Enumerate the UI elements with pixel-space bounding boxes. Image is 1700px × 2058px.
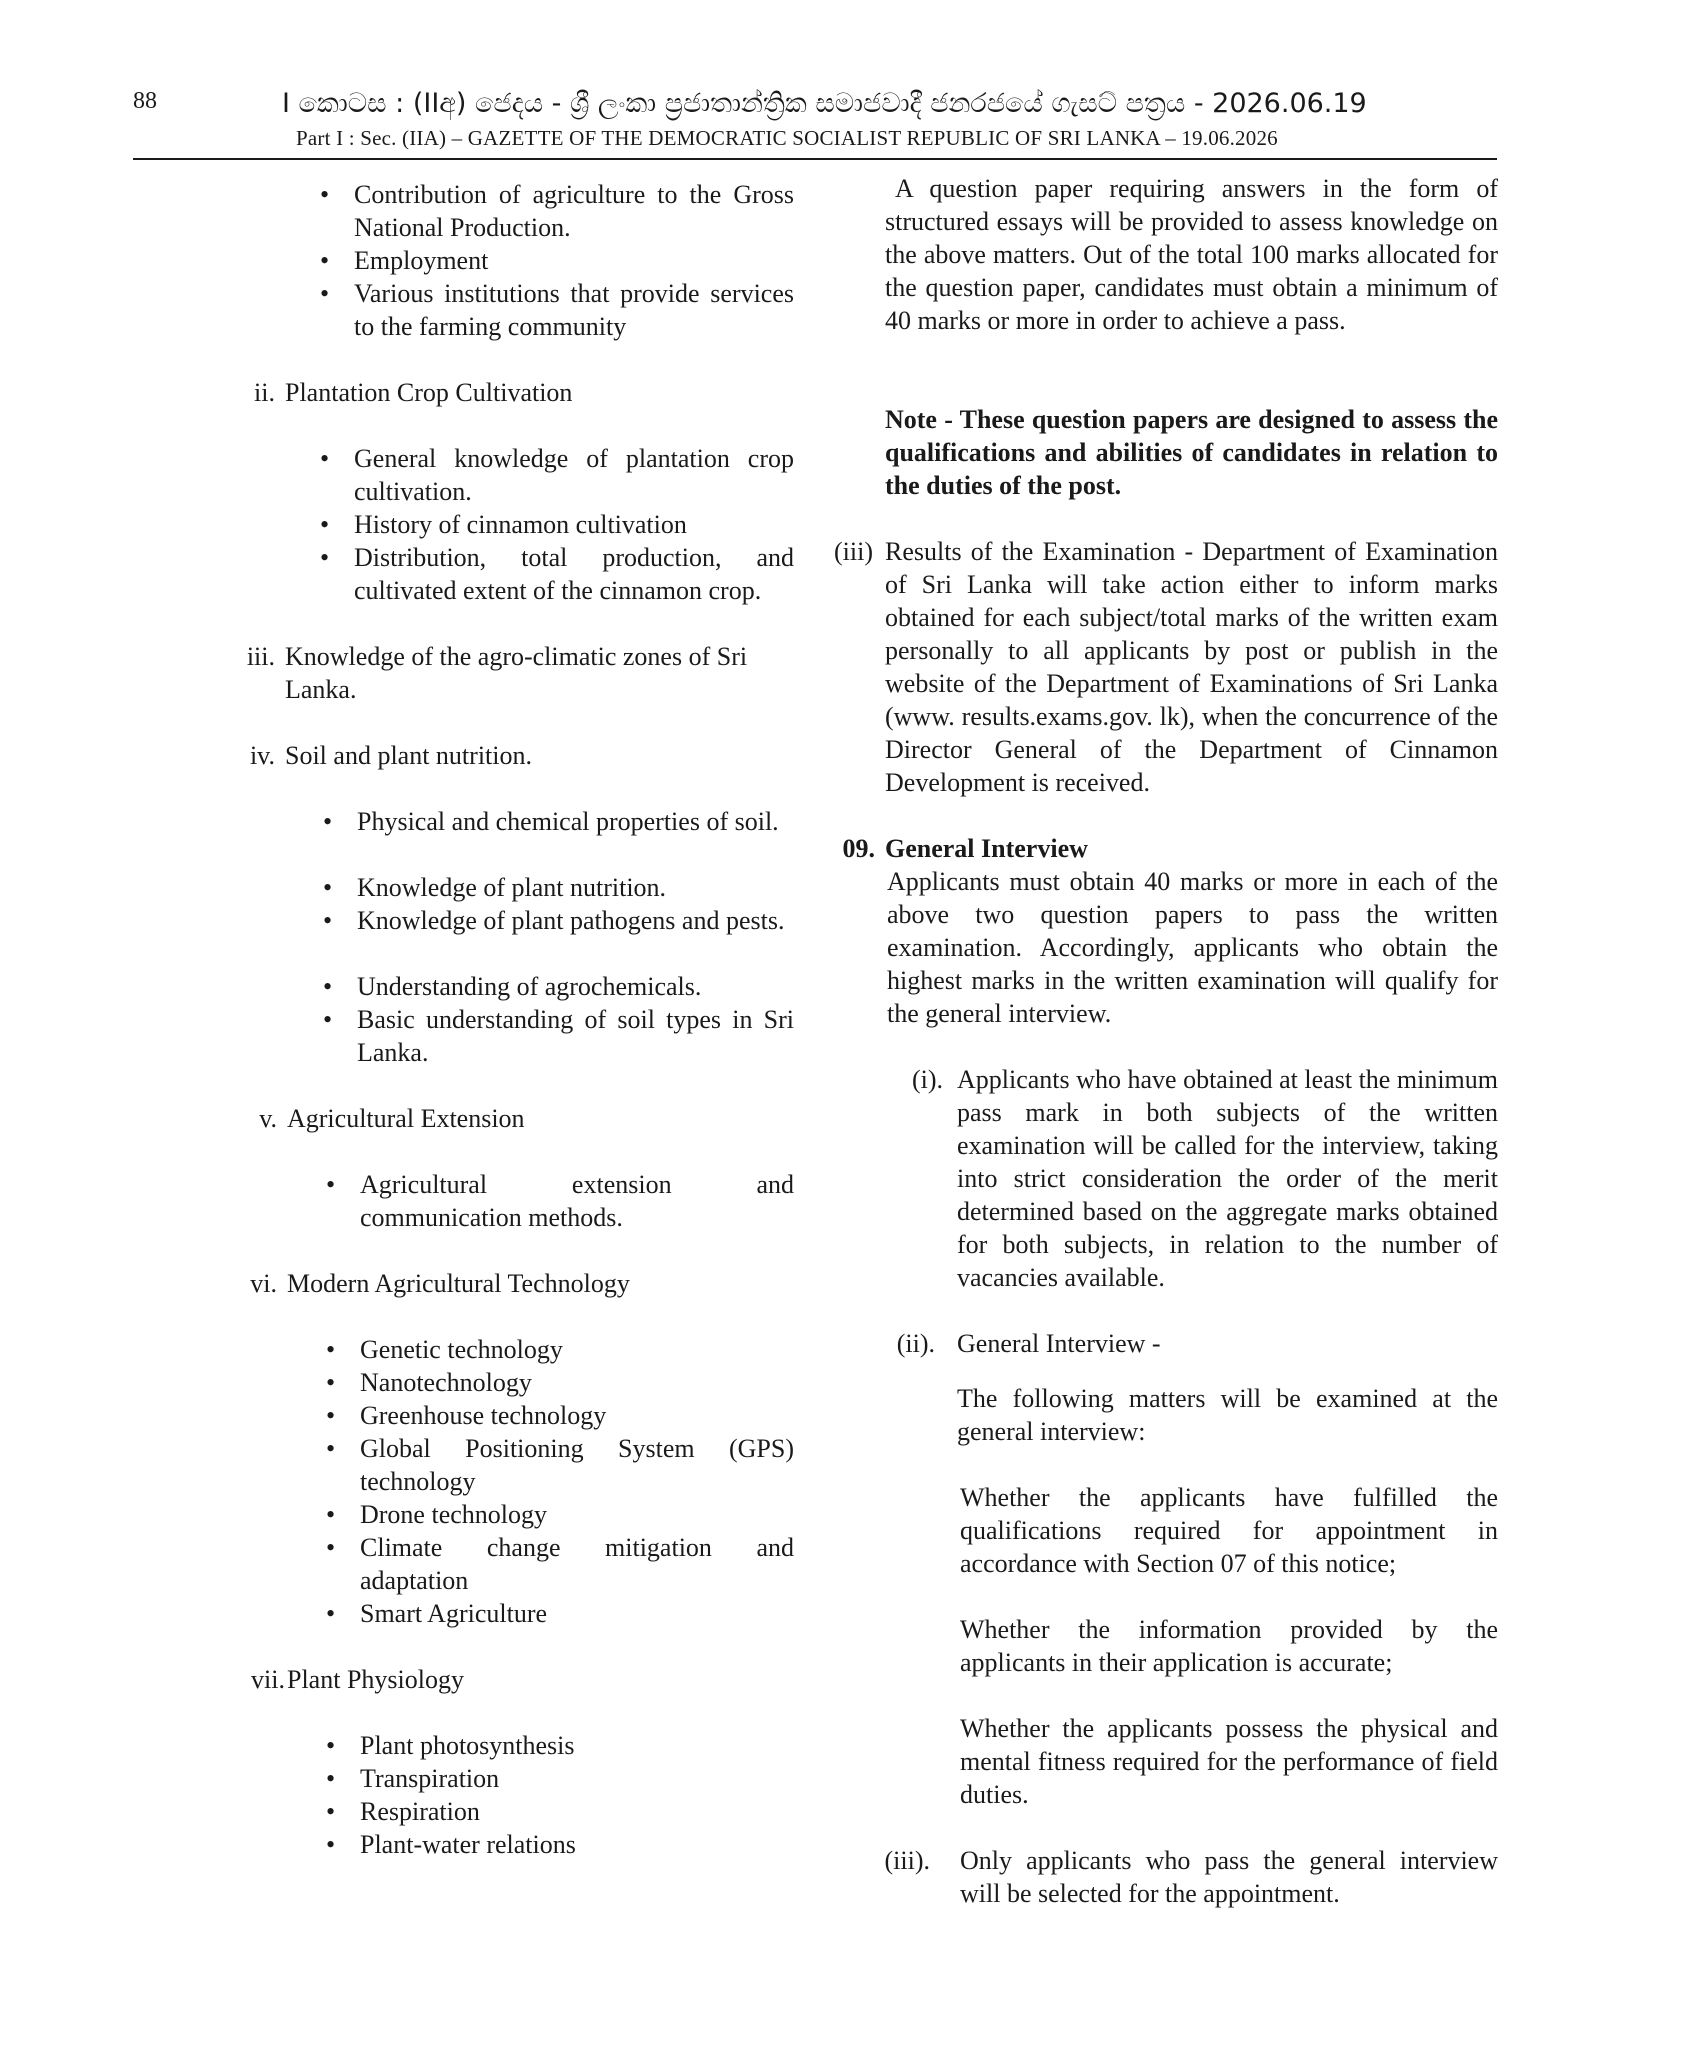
bullet-list-vii (326, 1729, 794, 1861)
bullet-list-vi (326, 1333, 794, 1630)
page-number: 88 (133, 88, 157, 114)
list-item: • Knowledge of plant nutrition. (323, 873, 667, 902)
list-item: • Distribution, total production, and cultivated extent of the cinnamon crop. (320, 543, 794, 605)
gazette-title-sinhala: I කොටස : (IIඅ) ජෙදය - ශ්‍රී ලංකා ප්‍රජාතාන්ත්‍රික සමාජවාදී ජනරජයේ ගැසට් පත්‍රය - 2026.06.19 (282, 88, 1367, 119)
list-item: • Employment (320, 246, 489, 275)
gazette-title-english: Part I : Sec. (IIA) – GAZETTE OF THE DEMOCRATIC SOCIALIST REPUBLIC OF SRI LANKA – 19.06.2026 (296, 126, 1278, 150)
left-column (220, 178, 794, 1861)
list-item: • Knowledge of plant pathogens and pests. (323, 906, 785, 935)
section-heading-ii: ii. Plantation Crop Cultivation (254, 378, 573, 407)
interview-item-i: (i). Applicants who have obtained at least the minimum pass mark in both subjects of the written examination will be called for the interview, taking into strict consideration the order of the merit determined based on the aggregate marks obtained for both subjects, in relation to the number of vacancies available. (911, 1065, 1498, 1292)
section-heading-09: 09. General Interview (842, 834, 1088, 863)
interview-criterion-fitness: Whether the applicants possess the physical and mental fitness required for the performance of field duties. (960, 1714, 1498, 1809)
interview-criterion-information: Whether the information provided by the applicants in their application is accurate; (960, 1615, 1498, 1677)
list-item: • Transpiration (326, 1764, 500, 1793)
list-item: • Agricultural extension and communication methods. (326, 1170, 794, 1232)
list-item: • Drone technology (326, 1500, 548, 1529)
list-item: • Plant-water relations (326, 1830, 576, 1859)
interview-item-ii: (ii). General Interview - (896, 1329, 1161, 1358)
general-interview-paragraph: Applicants must obtain 40 marks or more in each of the above two question papers to pass the written examination. Accordingly, applicants who obtain the highest marks in the written examination will qualify for the general interview. (887, 867, 1498, 1028)
section-heading-iv: iv. Soil and plant nutrition. (249, 741, 532, 770)
note-paragraph: Note - These question papers are designed to assess the qualifications and abilities of candidates in relation to the duties of the post. (885, 405, 1498, 500)
bullet-list-iv (323, 805, 794, 1069)
section-heading-vi: vi. Modern Agricultural Technology (250, 1269, 630, 1298)
top-bullet-list (320, 178, 794, 343)
list-item: • Basic understanding of soil types in Sri Lanka. (323, 1005, 794, 1067)
section-heading-iii: iii. Knowledge of the agro-climatic zones of Sri Lanka. (246, 642, 748, 704)
list-item: • Smart Agriculture (326, 1599, 548, 1628)
question-paper-paragraph: A question paper requiring answers in the form of structured essays will be provided to assess knowledge on the above matters. Out of the total 100 marks allocated for the question paper, candidates must obtain a minimum of 40 marks or more in order to achieve a pass. (885, 174, 1498, 335)
results-section: (iii) Results of the Examination - Department of Examination of Sri Lanka will take action either to inform marks obtained for each subject/total marks of the written exam personally to all applicants by post or publish in the website of the Department of Examinations of Sri Lanka (www. results.exams.gov. lk), when the concurrence of the Director General of the Department of Cinnamon Development is received. (834, 537, 1498, 797)
list-item: • Greenhouse technology (326, 1401, 607, 1430)
right-column (830, 172, 1498, 1910)
list-item: • Climate change mitigation and adaptation (326, 1533, 794, 1595)
bullet-list-v (326, 1168, 794, 1234)
interview-item-iii: (iii). Only applicants who pass the general interview will be selected for the appointment. (884, 1846, 1498, 1908)
header-divider (133, 158, 1497, 160)
list-item: • Various institutions that provide services to the farming community (320, 279, 794, 341)
list-item: • Nanotechnology (326, 1368, 532, 1397)
list-item: • History of cinnamon cultivation (320, 510, 687, 539)
list-item: • Physical and chemical properties of soil. (323, 807, 779, 836)
list-item: • Understanding of agrochemicals. (323, 972, 702, 1001)
interview-intro: The following matters will be examined at the general interview: (957, 1384, 1498, 1446)
list-item: • Genetic technology (326, 1335, 563, 1364)
section-heading-v: v. Agricultural Extension (259, 1104, 525, 1133)
section-heading-vii: vii. Plant Physiology (251, 1665, 464, 1694)
list-item: • General knowledge of plantation crop cultivation. (320, 444, 794, 506)
list-item: • Contribution of agriculture to the Gross National Production. (320, 180, 794, 242)
list-item: • Global Positioning System (GPS) technology (326, 1434, 794, 1496)
bullet-list-ii (320, 442, 794, 607)
interview-criterion-qualifications: Whether the applicants have fulfilled the qualifications required for appointment in accordance with Section 07 of this notice; (960, 1483, 1498, 1578)
list-item: • Respiration (326, 1797, 480, 1826)
list-item: • Plant photosynthesis (326, 1731, 575, 1760)
